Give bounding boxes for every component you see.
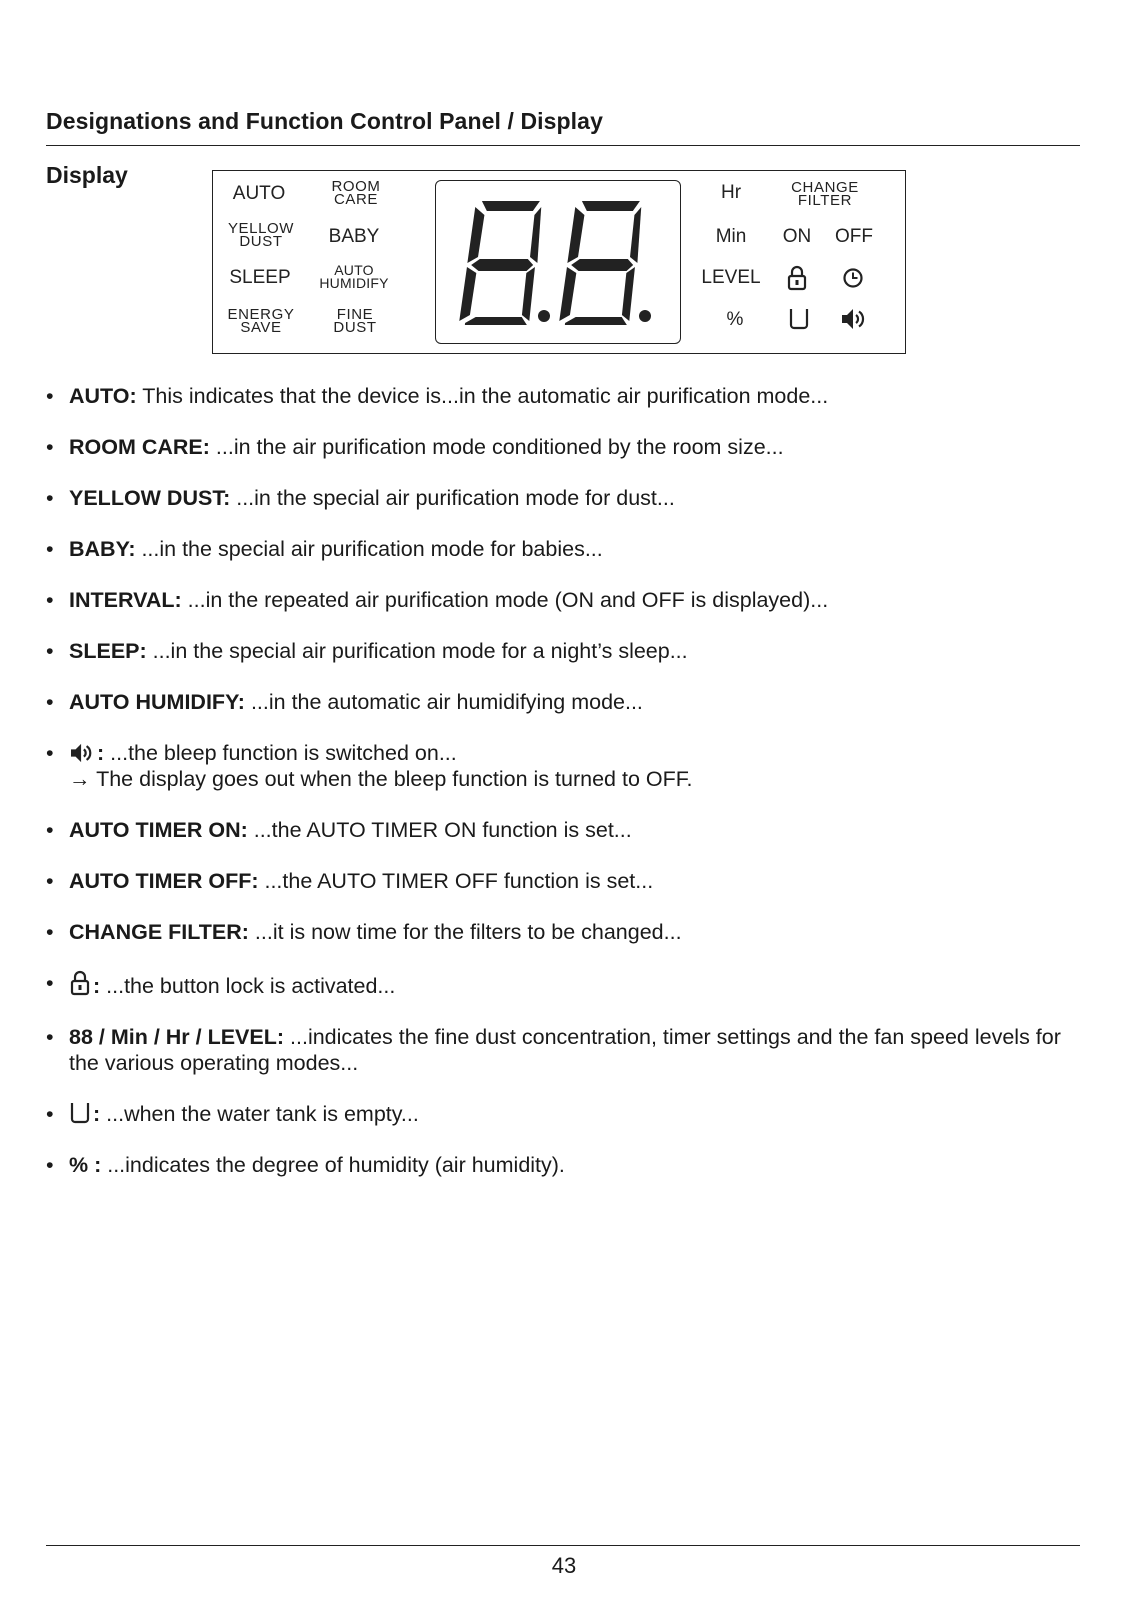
- display-panel: [212, 170, 906, 354]
- label-baby: BABY: [328, 226, 380, 247]
- label-auto-humidify: AUTO HUMIDIFY: [319, 262, 389, 291]
- list-item-auto-timer-on: • AUTO TIMER ON: ...the AUTO TIMER ON function is set...: [46, 818, 632, 842]
- label-level: LEVEL: [701, 267, 761, 288]
- label-min: Min: [715, 226, 747, 247]
- list-item-button-lock: • : ...the button lock is activated...: [46, 971, 396, 998]
- lock-icon: [69, 970, 91, 996]
- speaker-icon: [69, 742, 95, 764]
- label-auto: AUTO: [232, 183, 286, 204]
- list-item-room-care: • ROOM CARE: ...in the air purification mode conditioned by the room size...: [46, 435, 784, 459]
- label-change-filter: CHANGE FILTER: [791, 179, 859, 209]
- label-off: OFF: [835, 226, 873, 247]
- list-item-percent: • % : ...indicates the degree of humidity (air humidity).: [46, 1153, 565, 1177]
- list-item-interval: • INTERVAL: ...in the repeated air purification mode (ON and OFF is displayed)...: [46, 588, 829, 612]
- page-number: 43: [551, 1553, 577, 1578]
- bleep-note: → The display goes out when the bleep function is turned to OFF.: [69, 767, 693, 791]
- list-item-change-filter: • CHANGE FILTER: ...it is now time for the filters to be changed...: [46, 920, 682, 944]
- list-item-yellow-dust: • YELLOW DUST: ...in the special air purification mode for dust...: [46, 486, 675, 510]
- section-heading: Display: [46, 162, 128, 188]
- footer-rule: [46, 1545, 1080, 1546]
- list-item-auto-humidify: • AUTO HUMIDIFY: ...in the automatic air humidifying mode...: [46, 690, 643, 714]
- decimal-point-1: [538, 310, 550, 322]
- label-on: ON: [782, 226, 812, 247]
- page-title: Designations and Function Control Panel / Display: [46, 108, 603, 134]
- lock-icon: [786, 265, 808, 291]
- header-rule: [46, 145, 1080, 146]
- water-tank-icon: [69, 1101, 91, 1125]
- list-item-water-tank: • : ...when the water tank is empty...: [46, 1102, 419, 1126]
- speaker-icon: [840, 307, 868, 331]
- designation-list: [46, 383, 1086, 1203]
- water-tank-icon: [788, 307, 810, 331]
- label-fine-dust: FINE DUST: [333, 306, 377, 336]
- list-item-baby: • BABY: ...in the special air purification mode for babies...: [46, 537, 603, 561]
- label-sleep: SLEEP: [229, 267, 291, 288]
- segment-display: [435, 180, 681, 344]
- label-energy-save: ENERGY SAVE: [227, 306, 295, 336]
- list-item-sleep: • SLEEP: ...in the special air purification mode for a night’s sleep...: [46, 639, 688, 663]
- clock-icon: [842, 267, 864, 289]
- label-percent: %: [726, 309, 744, 330]
- list-item-auto: • AUTO: This indicates that the device is...in the automatic air purification mode...: [46, 384, 829, 408]
- label-room-care: ROOM CARE: [331, 178, 381, 208]
- label-yellow-dust: YELLOW DUST: [227, 220, 295, 250]
- segment-digits: [436, 181, 682, 345]
- list-item-bleep: • : ...the bleep function is switched on... → The display goes out when the bleep function is turned to OFF.: [46, 740, 1086, 792]
- label-hr: Hr: [720, 182, 742, 203]
- decimal-point-2: [639, 310, 651, 322]
- list-item-auto-timer-off: • AUTO TIMER OFF: ...the AUTO TIMER OFF function is set...: [46, 869, 654, 893]
- list-item-88-min-hr-level: • 88 / Min / Hr / LEVEL: ...indicates the fine dust concentration, timer settings and the fan speed levels for the various operating modes...: [46, 1025, 1061, 1075]
